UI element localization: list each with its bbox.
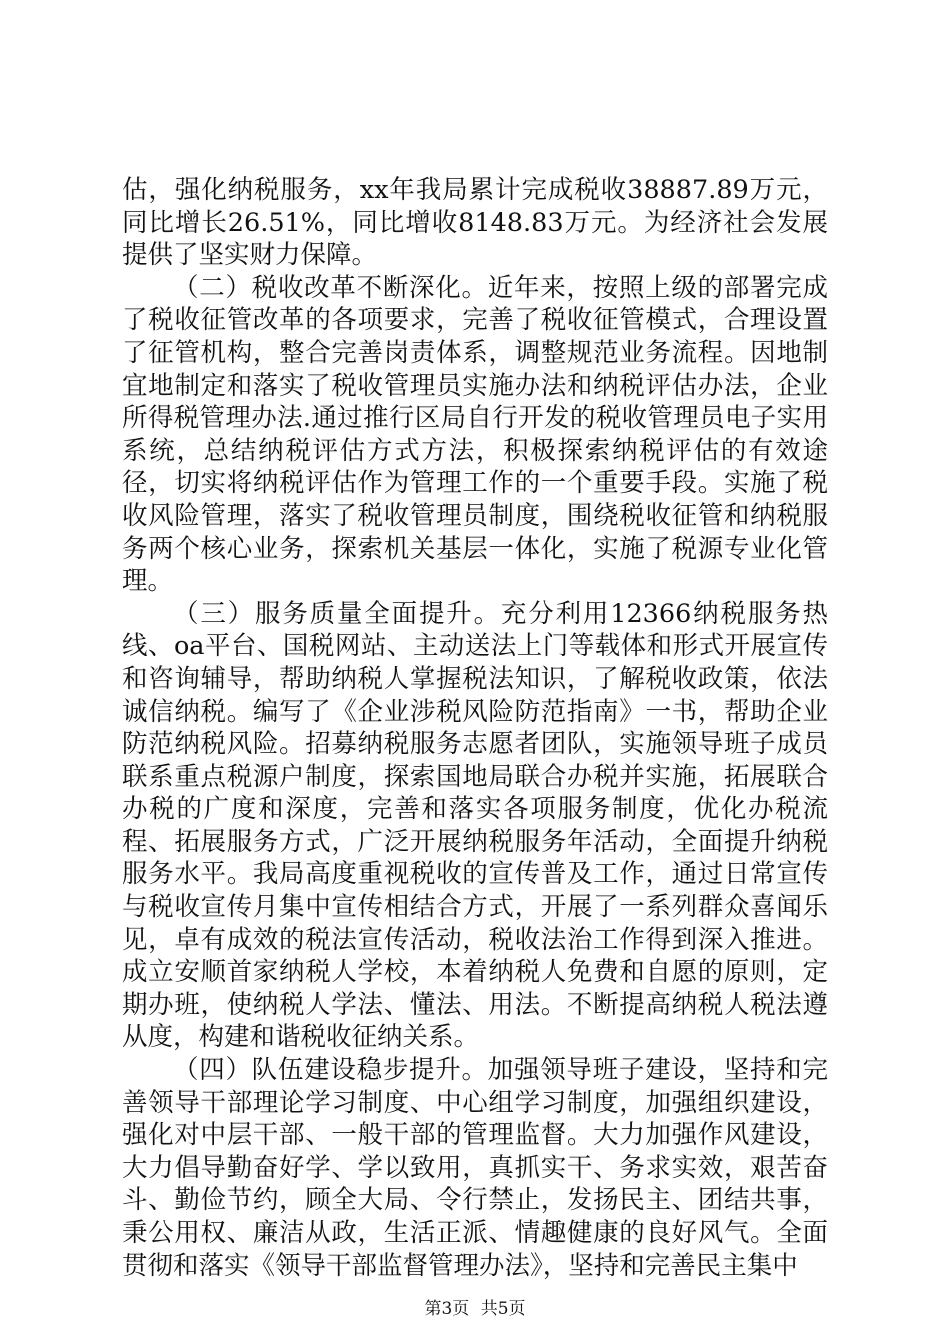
paragraph-team-building: （四）队伍建设稳步提升。加强领导班子建设，坚持和完善领导干部理论学习制度、中心组学习制度，加强组织建设，强化对中层干部、一般干部的管理监督。大力加强作风建设，大力倡导勤奋好学、学以致用，真抓实干、务求实效，艰苦奋斗、勤俭节约，顾全大局、令行禁止，发扬民主、团结共事，秉公用权、廉洁从政，生活正派、情趣健康的良好风气。全面贯彻和落实《领导干部监督管理办法》，坚持和完善民主集中 [122,1055,828,1281]
paragraph-continuation: 估，强化纳税服务，xx年我局累计完成税收38887.89万元，同比增长26.51%，同比增收8148.83万元。为经济社会发展提供了坚实财力保障。 [122,175,828,271]
page-number-current: 第3页 [424,1299,470,1319]
page-number-total: 共5页 [480,1299,526,1319]
paragraph-tax-reform: （二）税收改革不断深化。近年来，按照上级的部署完成了税收征管改革的各项要求，完善了税收征管模式，合理设置了征管机构，整合完善岗责体系，调整规范业务流程。因地制宜地制定和落实了税收管理员实施办法和纳税评估办法，企业所得税管理办法.通过推行区局自行开发的税收管理员电子实用系统，总结纳税评估方式方法，积极探索纳税评估的有效途径，切实将纳税评估作为管理工作的一个重要手段。实施了税收风险管理，落实了税收管理员制度，围绕税收征管和纳税服务两个核心业务，探索机关基层一体化，实施了税源专业化管理。 [122,272,828,597]
page-footer [0,1294,950,1319]
paragraph-service-quality: （三）服务质量全面提升。充分利用12366纳税服务热线、oa平台、国税网站、主动送法上门等载体和形式开展宣传和咨询辅导，帮助纳税人掌握税法知识，了解税收政策，依法诚信纳税。编写了《企业涉税风险防范指南》一书，帮助企业防范纳税风险。招募纳税服务志愿者团队，实施领导班子成员联系重点税源户制度，探索国地局联合办税并实施，拓展联合办税的广度和深度，完善和落实各项服务制度，优化办税流程、拓展服务方式，广泛开展纳税服务年活动，全面提升纳税服务水平。我局高度重视税收的宣传普及工作，通过日常宣传与税收宣传月集中宣传相结合方式，开展了一系列群众喜闻乐见，卓有成效的税法宣传活动，税收法治工作得到深入推进。成立安顺首家纳税人学校，本着纳税人免费和自愿的原则，定期办班，使纳税人学法、懂法、用法。不断提高纳税人税法遵从度，构建和谐税收征纳关系。 [122,598,828,1053]
body-text [122,174,828,1282]
